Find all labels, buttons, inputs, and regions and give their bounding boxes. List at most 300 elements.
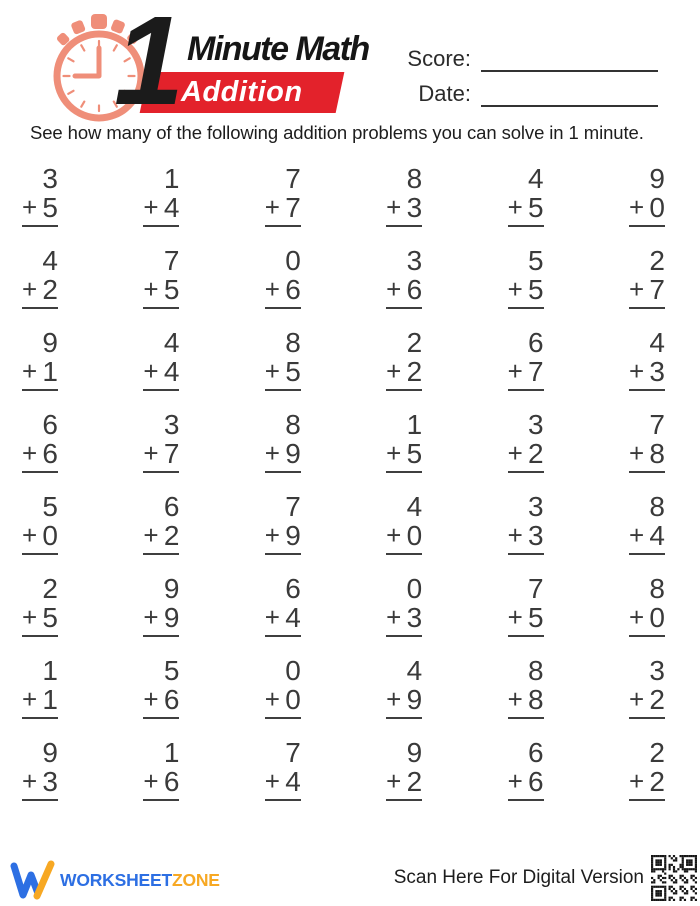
bottom-addend-row <box>143 193 179 222</box>
bottom-addend: 4 <box>285 766 301 797</box>
plus-sign: + <box>143 274 159 304</box>
bottom-addend: 7 <box>285 192 301 223</box>
bottom-addend-row <box>22 193 58 222</box>
bottom-addend: 0 <box>649 192 665 223</box>
plus-sign: + <box>628 520 645 550</box>
bottom-addend-row <box>22 357 58 386</box>
addition-problem <box>386 738 422 801</box>
addition-problem <box>629 410 665 473</box>
qr-code <box>651 855 697 901</box>
instruction-text: See how many of the following addition problems you can solve in 1 minute. <box>30 122 644 143</box>
bottom-addend: 0 <box>285 684 301 715</box>
answer-line <box>265 635 301 637</box>
top-addend: 3 <box>42 163 58 194</box>
plus-sign: + <box>143 438 159 468</box>
logo-title: Minute Math <box>187 30 369 68</box>
plus-sign: + <box>386 766 402 796</box>
addition-problem <box>508 738 544 801</box>
bottom-addend: 3 <box>406 602 423 633</box>
top-addend: 9 <box>42 737 58 768</box>
top-addend: 1 <box>163 163 180 194</box>
top-addend: 2 <box>42 573 58 604</box>
addition-problem <box>629 738 665 801</box>
plus-sign: + <box>628 602 645 632</box>
bottom-addend: 5 <box>42 602 58 633</box>
addition-problem <box>143 738 179 801</box>
addition-problem <box>629 574 665 637</box>
top-addend: 0 <box>285 655 301 686</box>
bottom-addend: 1 <box>42 356 58 387</box>
top-addend: 6 <box>42 409 58 440</box>
plus-sign: + <box>264 438 280 468</box>
addition-problem <box>386 492 422 555</box>
bottom-addend: 6 <box>163 766 180 797</box>
plus-sign: + <box>386 684 402 714</box>
minute-math-logo <box>40 0 370 131</box>
top-addend: 7 <box>163 245 180 276</box>
bottom-addend: 9 <box>163 602 180 633</box>
bottom-addend-row <box>386 521 422 550</box>
bottom-addend-row <box>143 275 179 304</box>
addition-problem <box>629 246 665 309</box>
answer-line <box>22 553 58 555</box>
bottom-addend: 0 <box>649 602 665 633</box>
plus-sign: + <box>143 602 159 632</box>
plus-sign: + <box>386 192 402 222</box>
addition-problem <box>629 164 665 227</box>
brand-wordmark <box>60 870 220 891</box>
plus-sign: + <box>386 520 402 550</box>
bottom-addend: 2 <box>649 684 665 715</box>
bottom-addend: 2 <box>406 766 423 797</box>
top-addend: 7 <box>285 737 301 768</box>
problem-row <box>22 656 665 719</box>
plus-sign: + <box>628 766 645 796</box>
bottom-addend-row <box>508 603 544 632</box>
addition-problem <box>143 246 179 309</box>
bottom-addend-row <box>508 193 544 222</box>
top-addend: 1 <box>406 409 423 440</box>
problem-row <box>22 164 665 227</box>
bottom-addend-row <box>22 685 58 714</box>
bottom-addend-row <box>629 193 665 222</box>
bottom-addend: 4 <box>163 192 180 223</box>
plus-sign: + <box>507 766 523 796</box>
bottom-addend: 7 <box>527 356 544 387</box>
addition-problem <box>629 656 665 719</box>
answer-line <box>508 717 544 719</box>
plus-sign: + <box>628 192 645 222</box>
bottom-addend: 2 <box>649 766 665 797</box>
bottom-addend-row <box>629 439 665 468</box>
addition-problem <box>508 246 544 309</box>
bottom-addend-row <box>22 521 58 550</box>
addition-problem <box>265 410 301 473</box>
bottom-addend: 2 <box>406 356 423 387</box>
bottom-addend-row <box>508 685 544 714</box>
addition-problem <box>265 164 301 227</box>
bottom-addend-row <box>265 439 301 468</box>
answer-line <box>508 225 544 227</box>
plus-sign: + <box>628 684 645 714</box>
addition-problem <box>143 410 179 473</box>
top-addend: 6 <box>163 491 180 522</box>
top-addend: 4 <box>406 491 423 522</box>
bottom-addend: 6 <box>527 766 544 797</box>
answer-line <box>22 225 58 227</box>
bottom-addend: 9 <box>406 684 423 715</box>
plus-sign: + <box>264 274 280 304</box>
bottom-addend: 4 <box>285 602 301 633</box>
plus-sign: + <box>507 274 523 304</box>
problem-row <box>22 738 665 801</box>
answer-line <box>508 799 544 801</box>
top-addend: 3 <box>527 491 544 522</box>
answer-line <box>629 389 665 391</box>
bottom-addend: 1 <box>42 684 58 715</box>
bottom-addend: 3 <box>406 192 423 223</box>
top-addend: 3 <box>527 409 544 440</box>
plus-sign: + <box>22 274 38 304</box>
plus-sign: + <box>264 602 280 632</box>
bottom-addend: 5 <box>527 274 544 305</box>
problem-row <box>22 410 665 473</box>
problem-row <box>22 492 665 555</box>
bottom-addend-row <box>386 193 422 222</box>
answer-line <box>22 717 58 719</box>
bottom-addend-row <box>22 439 58 468</box>
brand-word-worksheet: WORKSHEET <box>60 869 172 890</box>
plus-sign: + <box>386 602 402 632</box>
top-addend: 2 <box>406 327 423 358</box>
addition-problem <box>265 492 301 555</box>
answer-line <box>22 799 58 801</box>
bottom-addend-row <box>143 521 179 550</box>
problems-grid <box>0 164 700 820</box>
bottom-addend-row <box>508 521 544 550</box>
bottom-addend-row <box>508 275 544 304</box>
answer-line <box>629 717 665 719</box>
top-addend: 0 <box>285 245 301 276</box>
answer-line <box>265 553 301 555</box>
addition-problem <box>22 328 58 391</box>
addition-problem <box>265 656 301 719</box>
date-label: Date: <box>418 81 471 106</box>
answer-line <box>386 553 422 555</box>
top-addend: 7 <box>649 409 665 440</box>
top-addend: 3 <box>406 245 423 276</box>
top-addend: 6 <box>285 573 301 604</box>
bottom-addend-row <box>508 357 544 386</box>
score-row <box>407 46 658 72</box>
top-addend: 7 <box>285 163 301 194</box>
addition-problem <box>265 574 301 637</box>
plus-sign: + <box>386 438 402 468</box>
top-addend: 1 <box>42 655 58 686</box>
answer-line <box>508 553 544 555</box>
addition-problem <box>265 328 301 391</box>
answer-line <box>386 389 422 391</box>
bottom-addend-row <box>386 767 422 796</box>
scan-text: Scan Here For Digital Version <box>393 867 644 888</box>
plus-sign: + <box>507 438 523 468</box>
top-addend: 6 <box>527 327 544 358</box>
bottom-addend: 3 <box>649 356 665 387</box>
plus-sign: + <box>143 684 159 714</box>
bottom-addend-row <box>386 439 422 468</box>
addition-problem <box>143 656 179 719</box>
problem-row <box>22 246 665 309</box>
answer-line <box>143 799 179 801</box>
bottom-addend-row <box>629 521 665 550</box>
answer-line <box>143 389 179 391</box>
answer-line <box>629 635 665 637</box>
plus-sign: + <box>386 356 402 386</box>
addition-problem <box>386 574 422 637</box>
top-addend: 5 <box>42 491 58 522</box>
plus-sign: + <box>22 438 38 468</box>
bottom-addend-row <box>22 603 58 632</box>
answer-line <box>143 553 179 555</box>
answer-line <box>265 225 301 227</box>
answer-line <box>143 635 179 637</box>
plus-sign: + <box>22 684 38 714</box>
addition-problem <box>508 492 544 555</box>
plus-sign: + <box>22 192 38 222</box>
addition-problem <box>508 164 544 227</box>
scan-block <box>394 855 697 901</box>
answer-line <box>629 553 665 555</box>
problem-row <box>22 328 665 391</box>
top-addend: 4 <box>649 327 665 358</box>
top-addend: 0 <box>406 573 423 604</box>
bottom-addend: 5 <box>285 356 301 387</box>
bottom-addend-row <box>265 603 301 632</box>
bottom-addend-row <box>386 357 422 386</box>
worksheetzone-brand <box>10 860 220 900</box>
answer-line <box>508 471 544 473</box>
plus-sign: + <box>628 274 645 304</box>
bottom-addend-row <box>143 603 179 632</box>
bottom-addend: 6 <box>42 438 58 469</box>
addition-problem <box>508 410 544 473</box>
bottom-addend-row <box>386 603 422 632</box>
addition-problem <box>386 328 422 391</box>
bottom-addend: 4 <box>649 520 665 551</box>
answer-line <box>508 635 544 637</box>
bottom-addend: 4 <box>163 356 180 387</box>
addition-problem <box>143 328 179 391</box>
top-addend: 7 <box>527 573 544 604</box>
bottom-addend-row <box>629 357 665 386</box>
bottom-addend-row <box>629 275 665 304</box>
answer-line <box>386 471 422 473</box>
answer-line <box>265 717 301 719</box>
plus-sign: + <box>22 520 38 550</box>
addition-problem <box>22 410 58 473</box>
bottom-addend: 2 <box>42 274 58 305</box>
answer-line <box>22 389 58 391</box>
answer-line <box>265 307 301 309</box>
top-addend: 4 <box>163 327 180 358</box>
bottom-addend-row <box>508 767 544 796</box>
bottom-addend: 5 <box>42 192 58 223</box>
bottom-addend: 0 <box>42 520 58 551</box>
score-date-block <box>407 46 658 116</box>
addition-problem <box>629 492 665 555</box>
bottom-addend-row <box>265 357 301 386</box>
worksheetzone-logo-icon <box>10 860 56 900</box>
plus-sign: + <box>143 356 159 386</box>
plus-sign: + <box>507 520 523 550</box>
answer-line <box>22 471 58 473</box>
addition-problem <box>143 164 179 227</box>
plus-sign: + <box>386 274 402 304</box>
answer-line <box>386 225 422 227</box>
addition-problem <box>22 656 58 719</box>
bottom-addend: 6 <box>406 274 423 305</box>
bottom-addend-row <box>265 275 301 304</box>
top-addend: 3 <box>649 655 665 686</box>
top-addend: 7 <box>285 491 301 522</box>
answer-line <box>143 471 179 473</box>
addition-problem <box>143 492 179 555</box>
plus-sign: + <box>22 766 38 796</box>
answer-line <box>508 307 544 309</box>
plus-sign: + <box>507 602 523 632</box>
top-addend: 4 <box>527 163 544 194</box>
top-addend: 5 <box>527 245 544 276</box>
answer-line <box>629 225 665 227</box>
plus-sign: + <box>143 520 159 550</box>
bottom-addend: 5 <box>163 274 180 305</box>
bottom-addend-row <box>386 275 422 304</box>
addition-problem <box>508 574 544 637</box>
plus-sign: + <box>628 356 645 386</box>
addition-problem <box>22 492 58 555</box>
top-addend: 4 <box>42 245 58 276</box>
bottom-addend-row <box>265 767 301 796</box>
top-addend: 9 <box>649 163 665 194</box>
score-line <box>481 48 658 72</box>
top-addend: 8 <box>649 573 665 604</box>
bottom-addend: 2 <box>163 520 180 551</box>
plus-sign: + <box>264 766 280 796</box>
bottom-addend: 5 <box>527 602 544 633</box>
answer-line <box>629 799 665 801</box>
bottom-addend: 9 <box>285 520 301 551</box>
bottom-addend: 6 <box>163 684 180 715</box>
addition-problem <box>629 328 665 391</box>
brand-word-zone: ZONE <box>171 869 220 890</box>
addition-problem <box>508 328 544 391</box>
addition-banner-label: Addition <box>181 76 303 108</box>
answer-line <box>143 225 179 227</box>
top-addend: 2 <box>649 737 665 768</box>
addition-problem <box>386 164 422 227</box>
logo-number-one: 1 <box>114 0 185 131</box>
addition-problem <box>22 246 58 309</box>
top-addend: 9 <box>42 327 58 358</box>
bottom-addend-row <box>265 521 301 550</box>
answer-line <box>265 471 301 473</box>
top-addend: 8 <box>527 655 544 686</box>
addition-problem <box>22 738 58 801</box>
top-addend: 8 <box>406 163 423 194</box>
plus-sign: + <box>264 192 280 222</box>
answer-line <box>143 307 179 309</box>
addition-problem <box>265 738 301 801</box>
addition-problem <box>265 246 301 309</box>
top-addend: 8 <box>649 491 665 522</box>
bottom-addend-row <box>508 439 544 468</box>
answer-line <box>22 307 58 309</box>
bottom-addend: 6 <box>285 274 301 305</box>
bottom-addend: 0 <box>406 520 423 551</box>
plus-sign: + <box>628 438 645 468</box>
top-addend: 8 <box>285 327 301 358</box>
plus-sign: + <box>264 684 280 714</box>
date-row <box>407 81 658 107</box>
top-addend: 2 <box>649 245 665 276</box>
bottom-addend-row <box>143 767 179 796</box>
addition-problem <box>386 410 422 473</box>
bottom-addend-row <box>143 439 179 468</box>
bottom-addend: 3 <box>42 766 58 797</box>
date-line <box>481 83 658 107</box>
bottom-addend: 8 <box>527 684 544 715</box>
answer-line <box>386 635 422 637</box>
bottom-addend: 5 <box>527 192 544 223</box>
plus-sign: + <box>22 356 38 386</box>
plus-sign: + <box>507 684 523 714</box>
plus-sign: + <box>143 192 159 222</box>
top-addend: 9 <box>406 737 423 768</box>
addition-problem <box>22 574 58 637</box>
plus-sign: + <box>507 192 523 222</box>
bottom-addend-row <box>265 193 301 222</box>
answer-line <box>265 799 301 801</box>
addition-problem <box>22 164 58 227</box>
plus-sign: + <box>507 356 523 386</box>
bottom-addend-row <box>265 685 301 714</box>
plus-sign: + <box>143 766 159 796</box>
top-addend: 8 <box>285 409 301 440</box>
bottom-addend: 5 <box>406 438 423 469</box>
bottom-addend: 9 <box>285 438 301 469</box>
bottom-addend: 8 <box>649 438 665 469</box>
plus-sign: + <box>22 602 38 632</box>
top-addend: 4 <box>406 655 423 686</box>
problem-row <box>22 574 665 637</box>
answer-line <box>143 717 179 719</box>
top-addend: 3 <box>163 409 180 440</box>
answer-line <box>629 307 665 309</box>
answer-line <box>386 717 422 719</box>
addition-problem <box>143 574 179 637</box>
addition-problem <box>508 656 544 719</box>
answer-line <box>265 389 301 391</box>
bottom-addend: 7 <box>163 438 180 469</box>
plus-sign: + <box>264 356 280 386</box>
bottom-addend-row <box>629 767 665 796</box>
bottom-addend-row <box>629 603 665 632</box>
answer-line <box>386 307 422 309</box>
bottom-addend-row <box>143 357 179 386</box>
bottom-addend-row <box>629 685 665 714</box>
bottom-addend: 3 <box>527 520 544 551</box>
answer-line <box>386 799 422 801</box>
